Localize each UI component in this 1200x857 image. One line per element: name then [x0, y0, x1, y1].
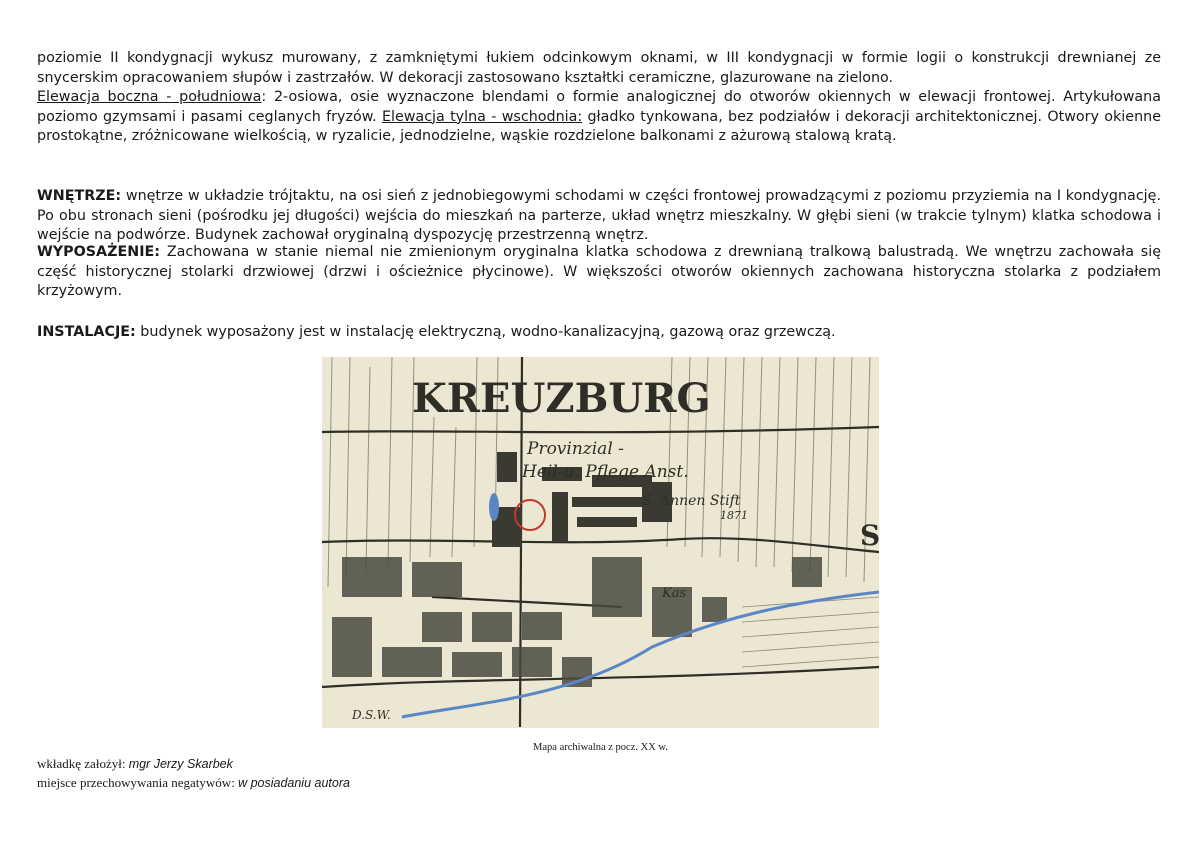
paragraph-facade: [37, 49, 1161, 147]
interior-text: wnętrze w układzie trójtaktu, na osi sień z jednobiegowymi schodami w części frontowej prowadzącymi z poziomu przyziemia na I kondygnację. Po obu stronach sieni (pośrodku jej długości) wejścia do mieszkań na parterze, układ wnętrz mieszkalny. W głębi sieni (w trakcie tylnym) klatka schodowa i wejście na podwórze. Budynek zachował oryginalną dyspozycję przestrzenną wnętrz.: [37, 188, 1161, 243]
map-title: KREUZBURG: [412, 375, 711, 422]
author-name: mgr Jerzy Skarbek: [128, 757, 233, 771]
map-graphic: [322, 357, 879, 728]
storage-value: w posiadaniu autora: [238, 776, 350, 790]
archival-map: [322, 357, 879, 728]
map-label-annen: S. Annen Stift: [642, 493, 741, 509]
map-label-year: 1871: [720, 509, 748, 522]
paragraph-installations: [37, 323, 1161, 343]
rear-elevation-label: Elewacja tylna - wschodnia:: [381, 108, 583, 125]
map-caption: Mapa archiwalna z pocz. XX w.: [533, 742, 668, 753]
author-label: wkładkę założył:: [37, 756, 126, 771]
installations-label: INSTALACJE:: [37, 324, 136, 340]
equipment-label: WYPOSAŻENIE:: [37, 244, 161, 260]
equipment-text: Zachowana w stanie niemal nie zmienionym oryginalna klatka schodowa z drewnianą tralkową balustradą. We wnętrzu zachowała się część historycznej stolarki drzwiowej (drzwi i ościeżnice płycinowe). W większości otworów okiennych zachowana historyczna stolarka z podziałem krzyżowym.: [37, 244, 1161, 299]
storage-label: miejsce przechowywania negatywów:: [37, 775, 235, 790]
map-label-kas: Kas: [662, 586, 687, 601]
storage-line: [37, 775, 350, 791]
map-label-provinzial: Provinzial -: [527, 439, 624, 459]
side-elevation-label: Elewacja boczna - południowa: [37, 89, 262, 105]
author-line: [37, 756, 233, 772]
paragraph-equipment: [37, 243, 1161, 302]
facade-text: poziomie II kondygnacji wykusz murowany, z zamkniętymi łukiem odcinkowym oknami, w III kondygnacji w formie logii o konstrukcji drewnianej ze snycerskim opracowaniem słupów i zastrzałów. W dekoracji zastosowano kształtki ceramiczne, glazurowane na zielono.: [37, 50, 1161, 86]
paragraph-interior: [37, 187, 1161, 246]
side-elevation-text: : 2-osiowa, osie wyznaczone blendami o formie analogicznej do otworów okiennych w elewacji frontowej. Artykułowana poziomo gzymsami i pasami ceglanych fryzów.: [37, 89, 1161, 125]
map-label-heil: Heil-u. Pflege Anst.: [522, 462, 689, 482]
interior-label: WNĘTRZE:: [37, 188, 122, 204]
map-label-dsw: D.S.W.: [352, 708, 391, 722]
installations-text: budynek wyposażony jest w instalację elektryczną, wodno-kanalizacyjną, gazową oraz grzewczą.: [135, 324, 836, 340]
map-label-s: S: [860, 519, 879, 552]
rear-elevation-text: gładko tynkowana, bez podziałów i dekoracji architektonicznej. Otwory okienne prostokątne, zróżnicowane wielkością, w ryzalicie, jednodzielne, wąskie rozdzielone balkonami z ażurową stalową kratą.: [37, 108, 1161, 144]
